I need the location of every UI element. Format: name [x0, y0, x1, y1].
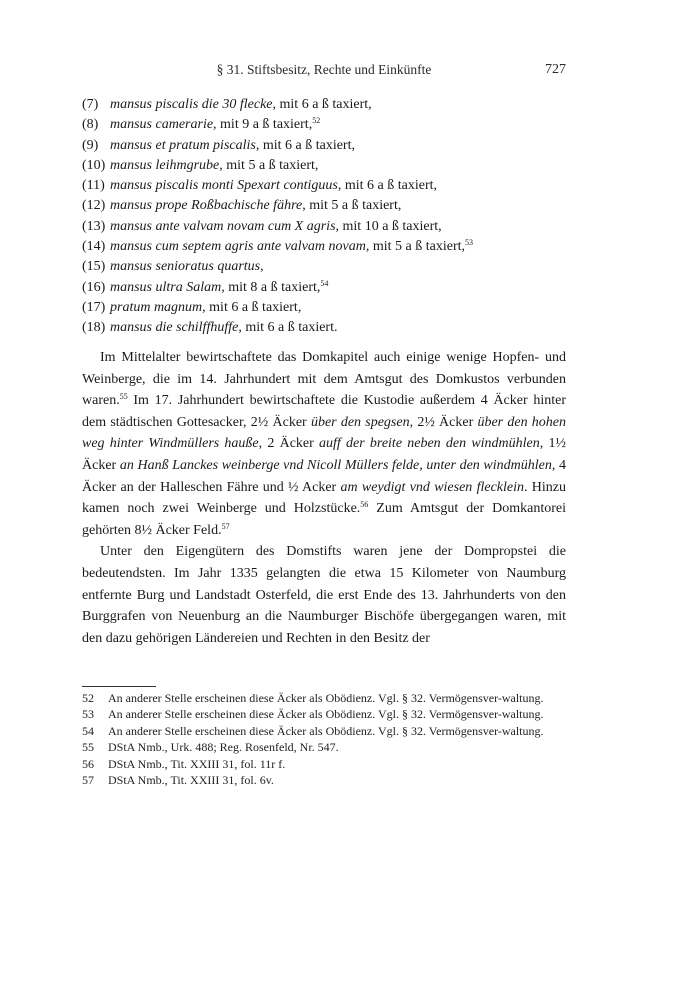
paragraph-text: Zum Amtsgut der Domkantorei gehörten 8½ Äcker Feld. — [82, 501, 566, 538]
list-item-rest: , mit 5 a ß taxiert, — [302, 198, 402, 214]
list-item-number: (18) — [82, 320, 106, 336]
list-item — [82, 156, 566, 176]
list-item-number: (15) — [82, 259, 106, 275]
italic-phrase: über den spegsen — [310, 414, 410, 430]
list-item-number: (14) — [82, 239, 106, 255]
list-item-rest: , mit 6 a ß taxiert. — [238, 320, 338, 336]
footnote-text: DStA Nmb., Tit. XXIII 31, fol. 11r f. — [108, 756, 286, 771]
list-item — [82, 257, 566, 277]
footnote-number: 53 — [82, 707, 94, 722]
body-text — [82, 347, 566, 649]
paragraph-text: Im 17. Jahrhundert bewirtschaftete die Kustodie außerdem 4 Äcker hinter dem städtischen Gottesacker, 2½ Äcker — [82, 393, 566, 430]
list-item-rest: , mit 6 a ß taxiert, — [202, 299, 302, 315]
mansus-list — [82, 95, 566, 339]
list-item-name: mansus cum septem agris ante valvam novam — [110, 239, 366, 255]
footnote-number: 54 — [82, 723, 94, 738]
book-page — [82, 0, 566, 988]
list-item-number: (12) — [82, 198, 106, 214]
list-item — [82, 136, 566, 156]
italic-phrase: am weydigt vnd wiesen flecklein — [340, 479, 524, 495]
list-item-number: (10) — [82, 157, 106, 173]
list-item-rest: , mit 8 a ß taxiert, — [221, 279, 321, 295]
running-title: § 31. Stiftsbesitz, Rechte und Einkünfte — [216, 62, 432, 77]
list-item — [82, 176, 566, 196]
list-item-name: pratum magnum — [110, 299, 203, 315]
list-item-number: (8) — [82, 117, 99, 133]
running-header — [82, 62, 566, 82]
footnote — [82, 772, 566, 788]
footnote-reference[interactable]: 57 — [221, 521, 230, 531]
list-item-name: mansus prope Roßbachische fähre — [110, 198, 303, 214]
list-item-rest: , — [260, 259, 264, 275]
list-item-name: mansus ante valvam novam cum X agris — [110, 218, 336, 234]
italic-phrase: auff der breite neben den windmühlen — [319, 436, 540, 452]
list-item-name: mansus die schilffhuffe — [110, 320, 239, 336]
list-item-rest: , mit 5 a ß taxiert, — [365, 239, 466, 255]
footnote-number: 55 — [82, 740, 94, 755]
footnote-text: An anderer Stelle erscheinen diese Äcker als Obödienz. Vgl. § 32. Vermögensver-waltung. — [108, 707, 544, 722]
footnote — [82, 706, 566, 722]
footnote-text: An anderer Stelle erscheinen diese Äcker als Obödienz. Vgl. § 32. Vermögensver-waltung. — [108, 723, 544, 738]
paragraph-text: , 1½ Äcker — [82, 436, 566, 473]
list-item-rest: , mit 6 a ß taxiert, — [272, 97, 372, 112]
footnote-text: An anderer Stelle erscheinen diese Äcker als Obödienz. Vgl. § 32. Vermögensver-waltung. — [108, 691, 544, 705]
footnote-reference[interactable]: 55 — [119, 392, 128, 402]
italic-phrase: an Hanß Lanckes weinberge vnd Nicoll Müllers felde, unter den windmühlen — [119, 457, 552, 473]
list-item — [82, 115, 566, 135]
footnote — [82, 739, 566, 755]
list-item-number: (13) — [82, 218, 106, 234]
paragraph — [82, 347, 566, 541]
footnote-reference[interactable]: 56 — [360, 500, 369, 510]
page-number: 727 — [545, 62, 566, 77]
list-item-rest: , mit 10 a ß taxiert, — [335, 218, 442, 234]
paragraph-text: . Hinzu kamen noch zwei Weinberge und Holzstücke. — [82, 479, 566, 517]
list-item-name: mansus piscalis monti Spexart contiguus — [110, 178, 338, 194]
footnote-reference[interactable]: 52 — [312, 116, 321, 126]
paragraph: Unter den Eigengütern des Domstifts waren jene der Dompropstei die bedeutendsten. Im Jahr 1335 gelangten die etwa 15 Kilometer von Naumburg entfernte Burg und Landstadt Osterfeld, die erst Ende des 13. Jahrhunderts von den Burggrafen von Neuenburg an die Naumburger Bischöfe übergegangen waren, mit den dazu gehörigen Ländereien und Rechten in den Besitz der — [82, 544, 566, 646]
list-item — [82, 278, 566, 298]
paragraph-text: Im Mittelalter bewirtschaftete das Domkapitel auch einige wenige Hopfen- und Weinberge, die im 14. Jahrhundert mit dem Amtsgut des Domkustos verbunden waren. — [82, 350, 566, 409]
list-item-rest: , mit 6 a ß taxiert, — [255, 137, 355, 153]
list-item-name: mansus senioratus quartus — [110, 259, 261, 275]
footnote-number: 52 — [82, 691, 94, 705]
footnote-number: 57 — [82, 773, 94, 788]
list-item — [82, 95, 566, 115]
footnote-reference[interactable]: 53 — [465, 238, 474, 248]
list-item-number: (9) — [82, 137, 99, 153]
list-item-rest: , mit 6 a ß taxiert, — [337, 178, 438, 194]
list-item — [82, 318, 566, 338]
italic-phrase: über den hohen weg hinter Windmüllers hauße — [82, 414, 567, 452]
list-item-name: mansus piscalis die 30 flecke — [110, 97, 273, 112]
paragraph-text: , 4 Äcker an der Halleschen Fähre und ½ Acker — [82, 457, 567, 495]
footnote-number: 56 — [82, 756, 94, 771]
list-item-number: (16) — [82, 279, 106, 295]
paragraph-text: , 2½ Äcker — [409, 414, 478, 430]
list-item-rest: , mit 5 a ß taxiert, — [219, 157, 319, 173]
footnote — [82, 690, 566, 706]
list-item-name: mansus et pratum piscalis — [110, 137, 256, 153]
footnote — [82, 723, 566, 739]
footnote — [82, 756, 566, 772]
footnote-text: DStA Nmb., Urk. 488; Reg. Rosenfeld, Nr. 547. — [108, 740, 339, 755]
list-item — [82, 237, 566, 257]
footnote-text: DStA Nmb., Tit. XXIII 31, fol. 6v. — [108, 773, 274, 788]
list-item — [82, 298, 566, 318]
list-item-number: (17) — [82, 299, 106, 315]
footnote-reference[interactable]: 54 — [320, 278, 329, 288]
footnotes — [82, 690, 566, 788]
list-item-name: mansus camerarie — [110, 117, 214, 133]
list-item — [82, 196, 566, 216]
list-item-name: mansus ultra Salam — [110, 279, 222, 295]
list-item-rest: , mit 9 a ß taxiert, — [213, 117, 313, 133]
paragraph-text: , 2 Äcker — [258, 436, 320, 452]
list-item-name: mansus leihmgrube — [110, 157, 220, 173]
list-item — [82, 217, 566, 237]
list-item-number: (7) — [82, 97, 99, 112]
footnote-divider — [82, 686, 156, 687]
list-item-number: (11) — [82, 178, 105, 194]
